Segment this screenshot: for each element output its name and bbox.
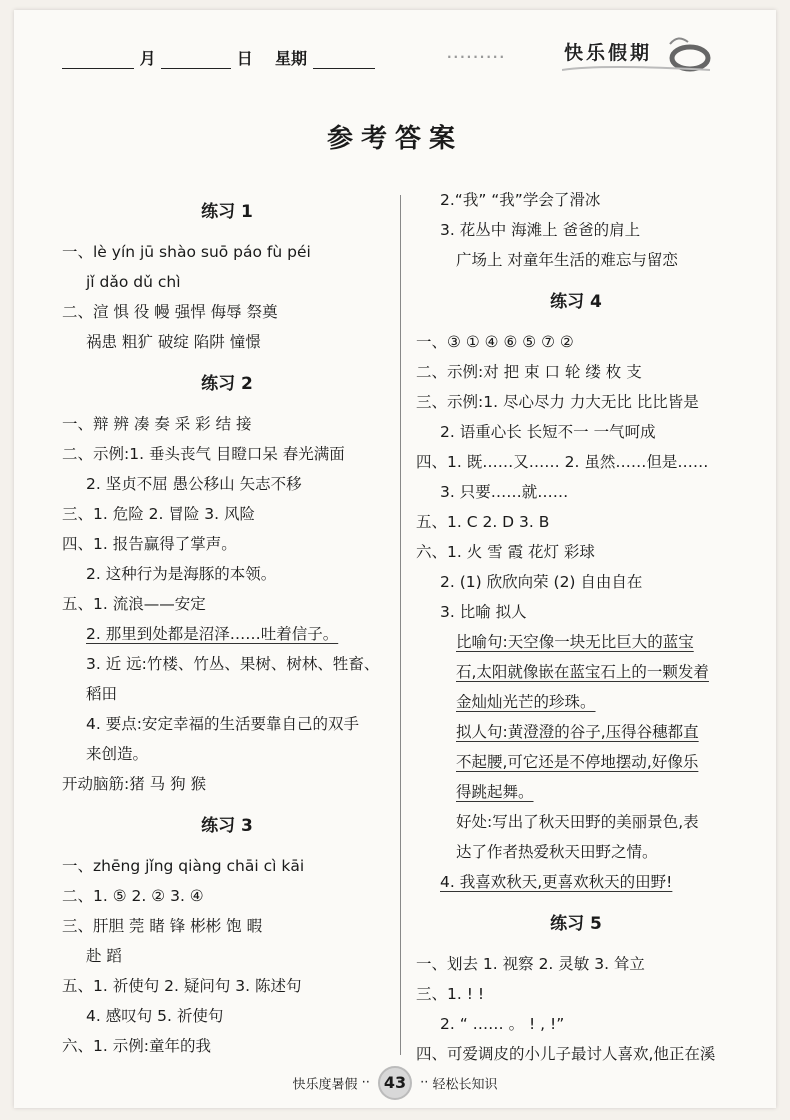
answer-line: 不起腰,可它还是不停地摆动,好像乐 (456, 753, 699, 771)
date-header (62, 42, 742, 76)
day-blank (161, 50, 231, 69)
brand-logo (562, 34, 712, 74)
answer-line: 拟人句:黄澄澄的谷子,压得谷穗都直 (456, 723, 699, 741)
answer-line: 一、辩 辨 凑 奏 采 彩 结 接 (62, 415, 252, 433)
header-dots: ········· (447, 50, 507, 64)
answer-line: 三、1. ! ! (416, 985, 485, 1003)
page-number: 43 (378, 1066, 412, 1100)
weekday-blank (313, 50, 375, 69)
footer: 快乐度暑假 ·· 43 ·· 轻松长知识 (0, 1066, 790, 1100)
section-heading: 练习 3 (201, 816, 253, 836)
footer-left-text: 快乐度暑假 (292, 1077, 358, 1093)
answer-line: 得跳起舞。 (456, 783, 534, 801)
section-heading: 练习 4 (550, 292, 602, 312)
answer-line: 2. 那里到处都是沼泽……吐着信子。 (86, 625, 339, 643)
right-column (416, 185, 736, 1069)
month-label: 月 (139, 49, 156, 68)
answer-line: 开动脑筋:猪 马 狗 猴 (62, 775, 207, 793)
answer-line: 2. 语重心长 长短不一 一气呵成 (440, 423, 656, 441)
answer-line: 一、划去 1. 视察 2. 灵敏 3. 耸立 (416, 955, 645, 973)
column-divider (400, 195, 401, 1055)
answer-line: 4. 我喜欢秋天,更喜欢秋天的田野! (440, 873, 673, 891)
answer-line: 广场上 对童年生活的难忘与留恋 (456, 251, 678, 269)
answer-line: 2. 坚贞不屈 愚公移山 矢志不移 (86, 475, 302, 493)
answer-line: 二、渲 惧 役 幔 强悍 侮辱 祭奠 (62, 303, 278, 321)
brand-title: 快乐假期 (564, 42, 653, 64)
answer-line: 三、1. 危险 2. 冒险 3. 风险 (62, 505, 256, 523)
left-column (62, 185, 392, 1061)
answer-line: 三、示例:1. 尽心尽力 力大无比 比比皆是 (416, 393, 699, 411)
answer-line: 二、示例:1. 垂头丧气 目瞪口呆 春光满面 (62, 445, 345, 463)
answer-line: 4. 要点:安定幸福的生活要靠自己的双手 (86, 715, 359, 733)
answer-line: 赴 蹈 (86, 947, 122, 965)
answer-line: 二、示例:对 把 束 口 轮 缕 枚 支 (416, 363, 642, 381)
answer-line: 好处:写出了秋天田野的美丽景色,表 (456, 813, 699, 831)
section-heading: 练习 2 (201, 374, 253, 394)
answer-line: 2.“我” “我”学会了滑冰 (440, 191, 601, 209)
answer-line: 四、1. 既……又…… 2. 虽然……但是…… (416, 453, 709, 471)
answer-line: 3. 只要……就…… (440, 483, 569, 501)
footer-right-text: 轻松长知识 (432, 1077, 498, 1093)
answer-line: 五、1. 祈使句 2. 疑问句 3. 陈述句 (62, 977, 302, 995)
answer-line: 3. 花丛中 海滩上 爸爸的肩上 (440, 221, 641, 239)
month-blank (62, 50, 134, 69)
answer-line: 五、1. 流浪——安定 (62, 595, 206, 613)
answer-line: 2. “ …… 。 ! , !” (440, 1015, 565, 1033)
page-title: 参考答案 (326, 124, 463, 154)
answer-line: 2. (1) 欣欣向荣 (2) 自由自在 (440, 573, 643, 591)
answer-line: 六、1. 火 雪 霞 花灯 彩球 (416, 543, 595, 561)
answer-line: 比喻句:天空像一块无比巨大的蓝宝 (456, 633, 694, 651)
answer-line: 2. 这种行为是海豚的本领。 (86, 565, 277, 583)
answer-line: 四、可爱调皮的小儿子最讨人喜欢,他正在溪 (416, 1045, 716, 1063)
answer-line: jǐ dǎo dǔ chì (86, 273, 181, 291)
section-heading: 练习 5 (550, 914, 602, 934)
answer-line: 五、1. C 2. D 3. B (416, 513, 550, 531)
answer-line: 四、1. 报告赢得了掌声。 (62, 535, 237, 553)
section-heading: 练习 1 (201, 202, 253, 222)
answer-line: 来创造。 (86, 745, 149, 763)
answer-line: 3. 近 远:竹楼、竹丛、果树、树林、牲畜、 (86, 655, 380, 673)
answer-line: 石,太阳就像嵌在蓝宝石上的一颗发着 (456, 663, 709, 681)
answer-line: 3. 比喻 拟人 (440, 603, 527, 621)
answer-line: 稻田 (86, 685, 118, 703)
answer-line: 一、lè yín jū shào suō páo fù péi (62, 243, 311, 261)
answer-line: 达了作者热爱秋天田野之情。 (456, 843, 658, 861)
weekday-label: 星期 (275, 49, 308, 68)
answer-line: 二、1. ⑤ 2. ② 3. ④ (62, 887, 204, 905)
answer-line: 三、肝胆 莞 睹 锋 彬彬 饱 暇 (62, 917, 263, 935)
answer-line: 一、zhēng jǐng qiàng chāi cì kāi (62, 857, 305, 875)
answer-line: 六、1. 示例:童年的我 (62, 1037, 211, 1055)
answer-line: 祸患 粗犷 破绽 陷阱 憧憬 (86, 333, 261, 351)
answer-line: 金灿灿光芒的珍珠。 (456, 693, 596, 711)
answer-line: 一、③ ① ④ ⑥ ⑤ ⑦ ② (416, 333, 574, 351)
answer-line: 4. 感叹句 5. 祈使句 (86, 1007, 224, 1025)
day-label: 日 (236, 49, 253, 68)
